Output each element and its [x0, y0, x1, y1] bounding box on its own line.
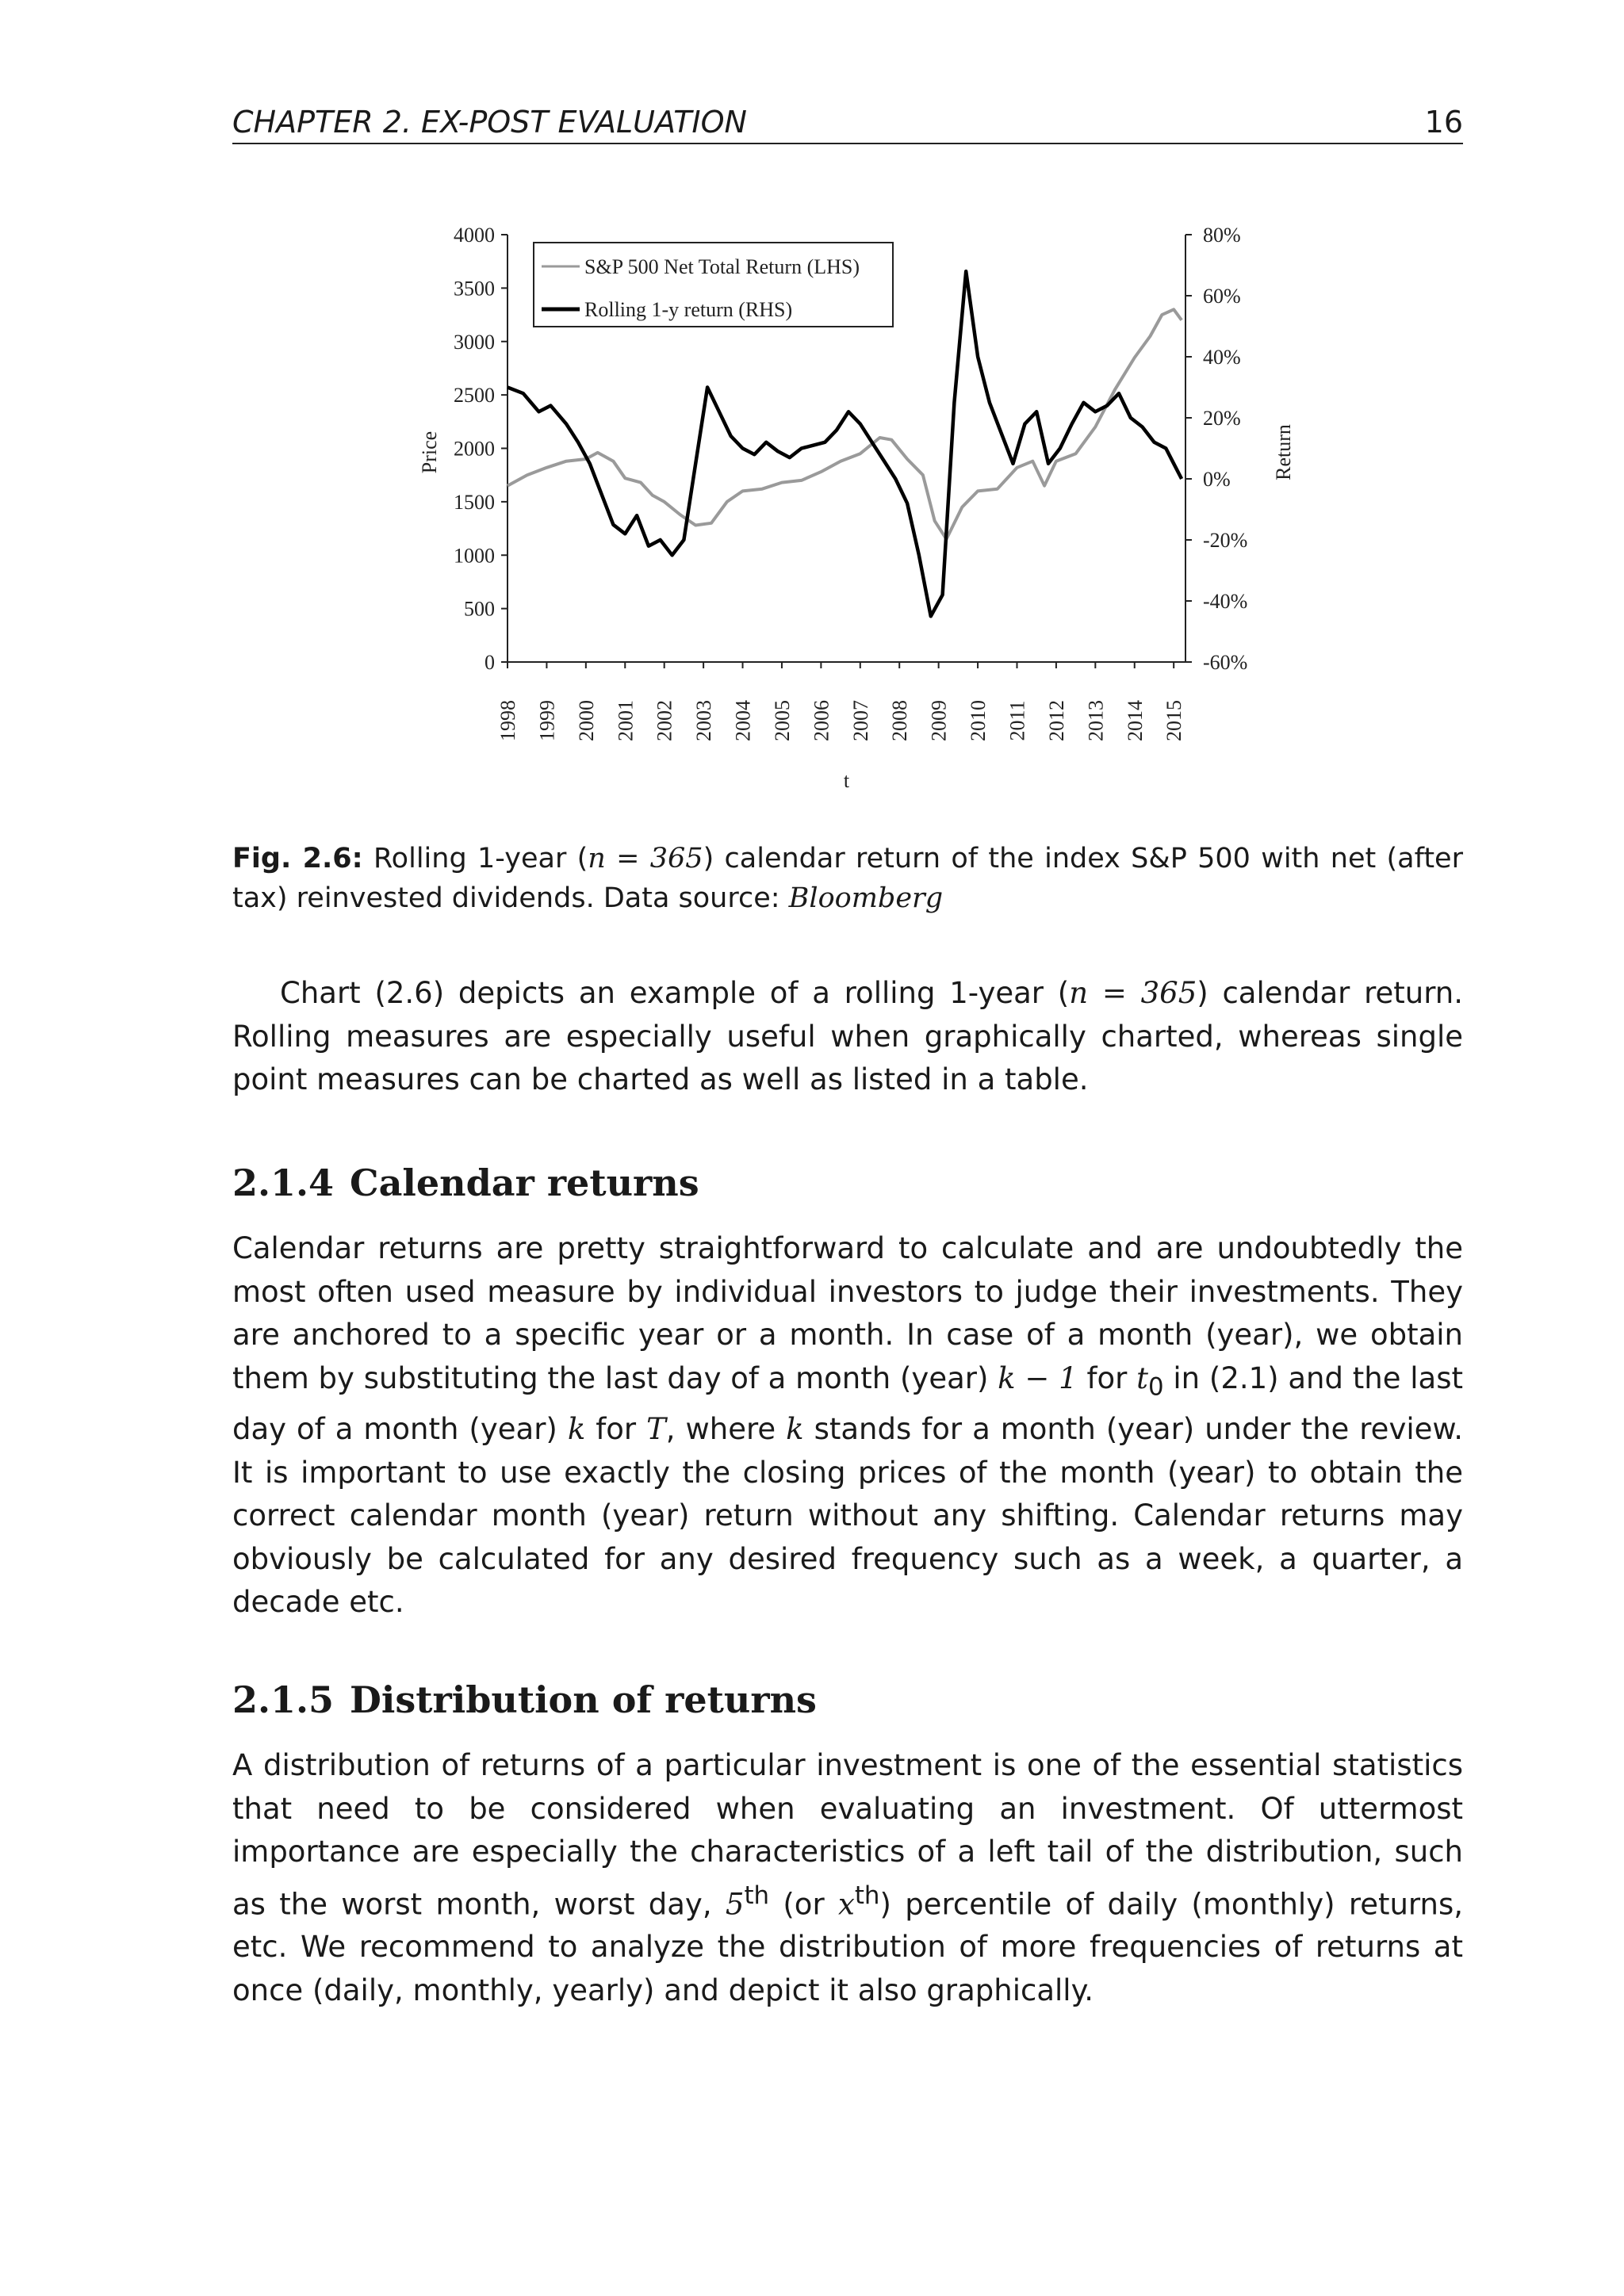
- x-tick-label: 2011: [1005, 700, 1029, 741]
- left-tick-label: 4000: [454, 224, 495, 247]
- figure-label: Fig. 2.6:: [232, 843, 363, 874]
- math-run: k − 1: [998, 1360, 1078, 1395]
- left-tick-label: 0: [485, 651, 495, 674]
- right-tick-label: -20%: [1203, 529, 1248, 552]
- text-run: Calendar returns are pretty straightforward to calculate and are undoubtedly the most often used measure by individual investors to judge their investments. They are anchored to a specific year or a month. In case of a month (year), we obtain them by substituting the last day of a month (year): [232, 1231, 1463, 1395]
- x-tick-label: 2010: [967, 700, 990, 741]
- running-head: [232, 101, 1463, 144]
- figure-caption: [232, 839, 1463, 918]
- price-series-line: [508, 309, 1182, 539]
- intro-text-1: Chart (2.6) depicts an example of a rolling 1-year (: [280, 976, 1070, 1010]
- text-run: A distribution of returns of a particular investment is one of the essential statistics that need to be considered when evaluating an investment. Of uttermost importance are especially the characteristics of a left tail of the distribution, such as the worst month, worst day,: [232, 1748, 1463, 1921]
- right-tick-label: -60%: [1203, 651, 1248, 674]
- left-tick-label: 2500: [454, 384, 495, 408]
- x-tick-label: 2004: [731, 700, 755, 741]
- intro-text-2: ) calendar return. Rolling measures are especially useful when graphically charted, whereas single point measures can be charted as well as listed in a table.: [232, 976, 1463, 1096]
- caption-text-2: ) calendar return of the index S&P 500 with net (after tax) reinvested dividends. Data source:: [232, 843, 1463, 914]
- right-tick-label: 40%: [1203, 346, 1241, 369]
- section-heading-2-1-4: [232, 1159, 1463, 1207]
- right-tick-label: 80%: [1203, 224, 1241, 247]
- x-tick-label: 2008: [888, 700, 912, 741]
- math-run: T: [646, 1412, 666, 1447]
- legend-label: S&P 500 Net Total Return (LHS): [584, 255, 860, 278]
- section-number: 2.1.4: [232, 1161, 335, 1204]
- section-number: 2.1.5: [232, 1678, 335, 1721]
- section-title: Distribution of returns: [350, 1678, 817, 1721]
- caption-math: n = 365: [588, 843, 703, 874]
- text-run: stands for a month (year) under the review. It is important to use exactly the closing prices of the month (year) to obtain the correct calendar month (year) return without any shifting. Calendar returns may obviously be calculated for any desired frequency such as a week, a quarter, a decade etc.: [232, 1412, 1464, 1620]
- math-superscript: th: [744, 1881, 770, 1910]
- text-run: for: [1077, 1360, 1137, 1395]
- left-tick-label: 1000: [454, 544, 495, 568]
- x-tick-label: 2000: [574, 700, 598, 741]
- left-tick-label: 3500: [454, 277, 495, 300]
- x-tick-label: 2006: [810, 700, 833, 741]
- x-tick-label: 2007: [848, 700, 872, 741]
- math-run: x: [837, 1886, 855, 1921]
- intro-paragraph: [232, 972, 1463, 1102]
- x-tick-label: 1999: [535, 700, 559, 741]
- intro-math: n = 365: [1069, 976, 1197, 1010]
- x-tick-label: 2009: [927, 700, 951, 741]
- text-run: , where: [665, 1412, 787, 1447]
- right-tick-label: 0%: [1203, 468, 1231, 491]
- text-run: (or: [769, 1886, 838, 1921]
- section-title: Calendar returns: [350, 1161, 699, 1204]
- x-tick-label: 2002: [653, 700, 676, 741]
- text-run: in (2.1) and the last day of a month (year): [232, 1360, 1463, 1447]
- x-tick-label: 2013: [1084, 700, 1108, 741]
- text-run: for: [585, 1412, 647, 1447]
- left-tick-label: 2000: [454, 437, 495, 461]
- right-tick-label: -40%: [1203, 590, 1248, 613]
- page-number: 16: [1424, 105, 1463, 140]
- x-tick-label: 1998: [496, 700, 519, 741]
- chapter-title: CHAPTER 2. EX-POST EVALUATION: [232, 105, 747, 140]
- text-run: ) percentile of daily (monthly) returns, etc. We recommend to analyze the distribution of more frequencies of returns at once (daily, monthly, yearly) and depict it also graphically.: [232, 1886, 1463, 2007]
- caption-text-1: Rolling 1-year (: [373, 843, 588, 874]
- math-run: k: [786, 1412, 804, 1447]
- chart-legend: [534, 243, 893, 327]
- left-tick-label: 3000: [454, 330, 495, 354]
- math-run: t: [1136, 1360, 1148, 1395]
- math-run: k: [567, 1412, 586, 1447]
- x-tick-label: 2012: [1044, 700, 1068, 741]
- x-tick-label: 2015: [1162, 700, 1186, 741]
- left-tick-label: 500: [464, 597, 495, 621]
- left-tick-label: 1500: [454, 490, 495, 514]
- x-axis-label: t: [843, 769, 850, 792]
- x-tick-label: 2003: [692, 700, 716, 741]
- x-tick-label: 2001: [614, 700, 638, 741]
- distribution-paragraph: [232, 1744, 1463, 2012]
- y-left-label: Price: [418, 430, 441, 474]
- rolling-return-chart: [381, 206, 1295, 792]
- math-superscript: th: [854, 1881, 880, 1910]
- legend-label: Rolling 1-y return (RHS): [584, 298, 793, 321]
- right-tick-label: 60%: [1203, 285, 1241, 308]
- right-tick-label: 20%: [1203, 407, 1241, 430]
- x-tick-label: 2005: [770, 700, 794, 741]
- caption-source: Bloomberg: [788, 882, 944, 914]
- y-right-label: Return: [1272, 424, 1295, 480]
- x-tick-label: 2014: [1123, 700, 1147, 741]
- calendar-returns-paragraph: [232, 1227, 1463, 1624]
- section-heading-2-1-5: [232, 1676, 1463, 1724]
- math-subscript: 0: [1147, 1372, 1164, 1401]
- math-run: 5: [725, 1886, 745, 1921]
